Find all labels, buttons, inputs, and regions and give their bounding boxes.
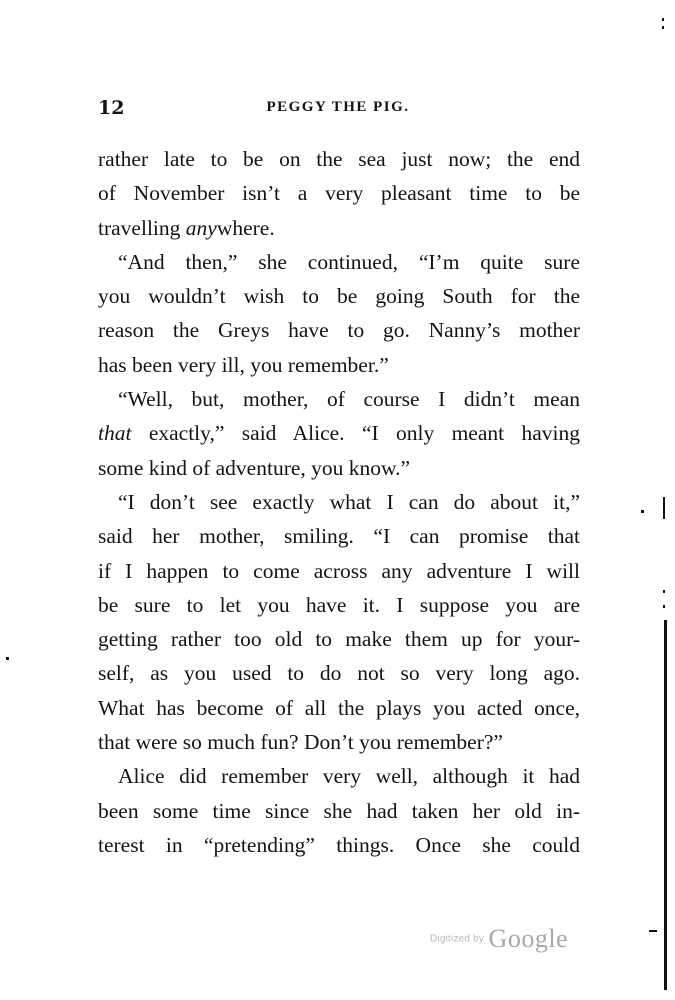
text-line	[98, 348, 580, 382]
italic-text: any	[185, 215, 217, 240]
text-line	[98, 691, 580, 725]
text-line	[98, 382, 580, 416]
text-line	[98, 588, 580, 622]
text-line	[98, 485, 580, 519]
text-segment: that were so much fun? Don’t you remember?”	[98, 730, 503, 755]
scan-mark	[662, 18, 664, 21]
text-segment: said her mother, smiling. “I can promise that	[98, 524, 580, 549]
text-line	[98, 211, 580, 245]
scan-mark	[663, 590, 665, 593]
italic-text: that	[98, 421, 132, 446]
running-header	[98, 97, 578, 125]
text-segment: be sure to let you have it. I suppose you are	[98, 592, 580, 617]
text-segment: self, as you used to do not so very long ago.	[98, 661, 580, 686]
text-segment: has been very ill, you remember.”	[98, 352, 389, 377]
text-segment: some kind of adventure, you know.”	[98, 455, 411, 480]
text-line	[98, 451, 580, 485]
body-text	[98, 142, 580, 862]
scan-mark	[649, 930, 657, 932]
text-segment: travelling	[98, 215, 186, 240]
text-segment: “I don’t see exactly what I can do about it,”	[118, 489, 580, 514]
page-number: 12	[98, 97, 125, 119]
text-line	[98, 279, 580, 313]
text-line	[98, 725, 580, 759]
google-logo: Google	[488, 924, 569, 953]
text-line	[98, 828, 580, 862]
text-segment: Alice did remember very well, although it had	[118, 764, 580, 789]
scan-mark	[6, 657, 9, 660]
text-line	[98, 794, 580, 828]
watermark-prefix: Digitized by	[430, 933, 485, 945]
text-line	[98, 554, 580, 588]
text-segment: if I happen to come across any adventure I will	[98, 558, 580, 583]
text-line	[98, 622, 580, 656]
scan-mark	[641, 510, 644, 513]
text-line	[98, 313, 580, 347]
text-segment: reason the Greys have to go. Nanny’s mother	[98, 318, 580, 343]
running-title: PEGGY THE PIG.	[266, 99, 410, 115]
scan-edge-line	[664, 620, 667, 990]
text-segment: rather late to be on the sea just now; the end	[98, 147, 580, 171]
text-line	[98, 416, 580, 450]
text-segment: getting rather too old to make them up for your-	[98, 627, 580, 652]
text-segment: What has become of all the plays you acted once,	[98, 695, 580, 720]
digitized-watermark	[430, 924, 568, 954]
scan-mark	[662, 26, 664, 29]
text-segment: been some time since she had taken her old in-	[98, 798, 580, 823]
text-segment: exactly,” said Alice. “I only meant having	[131, 421, 580, 446]
text-segment: of November isn’t a very pleasant time to be	[98, 181, 580, 206]
text-line	[98, 656, 580, 690]
text-segment: where.	[216, 215, 275, 240]
text-segment: terest in “pretending” things. Once she could	[98, 832, 580, 857]
text-line	[98, 245, 580, 279]
text-segment: you wouldn’t wish to be going South for the	[98, 284, 580, 309]
text-line	[98, 142, 580, 176]
text-segment: “And then,” she continued, “I’m quite sure	[118, 249, 580, 274]
scan-mark	[663, 605, 665, 608]
text-line	[98, 759, 580, 793]
scan-mark	[663, 497, 665, 519]
text-segment: “Well, but, mother, of course I didn’t mean	[118, 387, 580, 412]
text-line	[98, 519, 580, 553]
text-line	[98, 176, 580, 210]
